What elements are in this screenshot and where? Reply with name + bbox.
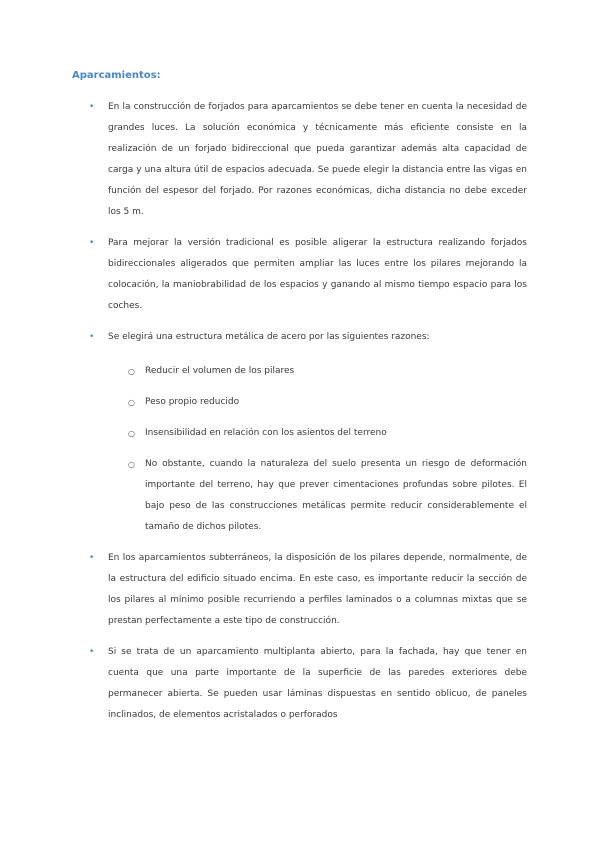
hollow-bullet-icon: ○ — [128, 429, 135, 438]
hollow-bullet-icon: ○ — [128, 367, 135, 376]
list-item — [88, 97, 527, 223]
sub-list-item — [108, 361, 527, 382]
bullet-dot-icon: • — [89, 647, 95, 657]
hollow-bullet-icon: ○ — [128, 398, 135, 407]
sub-list-item — [108, 392, 527, 413]
list-item-text: En los aparcamientos subterráneos, la disposición de los pilares depende, normalmente, de la estructura del edificio situado encima. En este caso, es importante reducir la sección de los pilares al mínimo posible recurriendo a perfiles laminados o a columnas mixtas que se prestan perfectamente a este tipo de construcción. — [108, 553, 527, 626]
list-item-text: Si se trata de un aparcamiento multiplanta abierto, para la fachada, hay que tener en cuenta que una parte importante de la superficie de las paredes exteriores debe permanecer abierta. Se pueden usar láminas dispuestas en sentido oblicuo, de paneles inclinados, de elementos acristalados o perforados — [108, 647, 527, 720]
section-heading: Aparcamientos: — [72, 70, 161, 81]
sub-list-item-text: No obstante, cuando la naturaleza del suelo presenta un riesgo de deformación importante del terreno, hay que prever cimentaciones profundas sobre pilotes. El bajo peso de las construcciones metálicas permite reducir considerablemente el tamaño de dichos pilotes. — [145, 459, 527, 532]
sub-list-item-text: Peso propio reducido — [145, 397, 240, 407]
bullet-dot-icon: • — [89, 102, 95, 112]
list-item-text: En la construcción de forjados para aparcamientos se debe tener en cuenta la necesidad de grandes luces. La solución económica y técnicamente más eficiente consiste en la realización de un forjado bidireccional que pueda garantizar además alta capacidad de carga y una altura útil de espacios adecuada. Se puede elegir la distancia entre las vigas en función del espesor del forjado. Por razones económicas, dicha distancia no debe exceder los 5 m. — [108, 102, 527, 217]
list-item-text: Para mejorar la versión tradicional es posible aligerar la estructura realizando forjados bidireccionales aligerados que permiten ampliar las luces entre los pilares mejorando la colocación, la maniobrabilidad de los espacios y ganando al mismo tiempo espacio para los coches. — [108, 238, 527, 311]
sub-list-item — [108, 423, 527, 444]
hollow-bullet-icon: ○ — [128, 460, 135, 469]
list-item — [88, 642, 527, 726]
sub-list-item-text: Reducir el volumen de los pilares — [145, 366, 295, 376]
list-item-text: Se elegirá una estructura metálica de acero por las siguientes razones: — [108, 332, 430, 342]
list-item — [88, 548, 527, 632]
list-item — [88, 233, 527, 317]
bullet-dot-icon: • — [89, 332, 95, 342]
bullet-list — [88, 97, 527, 736]
bullet-dot-icon: • — [89, 553, 95, 563]
bullet-dot-icon: • — [89, 238, 95, 248]
list-item — [88, 327, 527, 538]
sub-list-item — [108, 454, 527, 538]
sub-list-item-text: Insensibilidad en relación con los asientos del terreno — [145, 428, 387, 438]
sub-list — [108, 361, 527, 538]
